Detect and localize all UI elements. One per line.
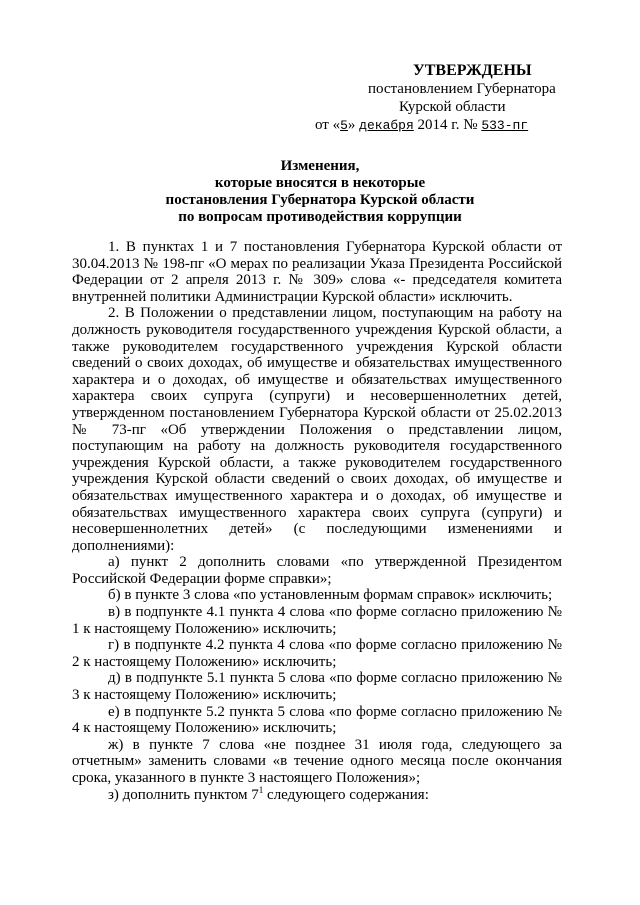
title-line-3: постановления Губернатора Курской области — [165, 192, 475, 208]
item-z-text-end: следующего содержания: — [263, 786, 429, 803]
approval-from-prefix: от « — [315, 117, 341, 133]
approval-month: декабря — [359, 118, 414, 133]
item-z-superscript: 1 — [258, 784, 264, 795]
approval-heading: УТВЕРЖДЕНЫ — [413, 62, 532, 79]
approval-day: 5 — [340, 118, 348, 133]
title-line-4: по вопросам противодействия коррупции — [178, 209, 462, 225]
document-body — [72, 239, 562, 803]
approval-region: Курской области — [399, 99, 506, 115]
item-a: а) пункт 2 дополнить словами «по утвержденной Президентом Российской Федерации форме справки»; — [72, 554, 562, 587]
item-g: г) в подпункте 4.2 пункта 4 слова «по форме согласно приложению № 2 к настоящему Положению» исключить; — [72, 637, 562, 670]
item-zh: ж) в пункте 7 слова «не позднее 31 июля года, следующего за отчетным» заменить словами «в течение одного месяца после окончания срока, указанного в пункте 3 настоящего Положения»; — [72, 736, 562, 786]
item-e: е) в подпункте 5.2 пункта 5 слова «по форме согласно приложению № 4 к настоящему Положению» исключить; — [72, 703, 562, 737]
item-z — [72, 784, 562, 804]
approval-block — [300, 62, 590, 135]
document-title — [120, 158, 520, 226]
approval-issuer: постановлением Губернатора — [368, 81, 556, 97]
title-line-1: Изменения, — [280, 158, 360, 174]
item-v: в) в подпункте 4.1 пункта 4 слова «по форме согласно приложению № 1 к настоящему Положению» исключить; — [72, 604, 562, 637]
title-line-2: которые вносятся в некоторые — [214, 175, 426, 191]
item-z-text: з) дополнить пунктом 7 — [108, 786, 259, 803]
paragraph-1: 1. В пунктах 1 и 7 постановления Губернатора Курской области от 30.04.2013 № 198-пг «О мерах по реализации Указа Президента Российской Федерации от 2 апреля 2013 г. № 309» слова «- председателя комитета внутренней политики Администрации Курской области» исключить. — [72, 239, 562, 305]
approval-date-number — [300, 116, 590, 135]
approval-day-suffix: » — [347, 117, 356, 133]
approval-year: 2014 г. № — [417, 117, 478, 133]
paragraph-2: 2. В Положении о представлении лицом, поступающим на работу на должность руководителя государственного учреждения Курской области, а также руководителем государственного учреждения Курской области сведений о своих доходах, об имуществе и обязательствах имущественного характера и о доходах, об имуществе и обязательствах имущественного характера своих супруга (супруги) и несовершеннолетних детей, утвержденном постановлением Губернатора Курской области от 25.02.2013 № 73-пг «Об утверждении Положения о представлении лицом, поступающим на работу на должность руководителя государственного учреждения Курской области, а также руководителем государственного учреждения Курской области сведений о своих доходах, об имуществе и обязательствах имущественного характера и о доходах, об имуществе и обязательствах имущественного характера своих супруга (супруги) и несовершеннолетних детей» (с последующими изменениями и дополнениями): — [72, 305, 562, 554]
approval-number: 533-пг — [481, 118, 529, 133]
item-d: д) в подпункте 5.1 пункта 5 слова «по форме согласно приложению № 3 к настоящему Положению» исключить; — [72, 670, 562, 704]
item-b: б) в пункте 3 слова «по установленным формам справок» исключить; — [108, 587, 553, 604]
